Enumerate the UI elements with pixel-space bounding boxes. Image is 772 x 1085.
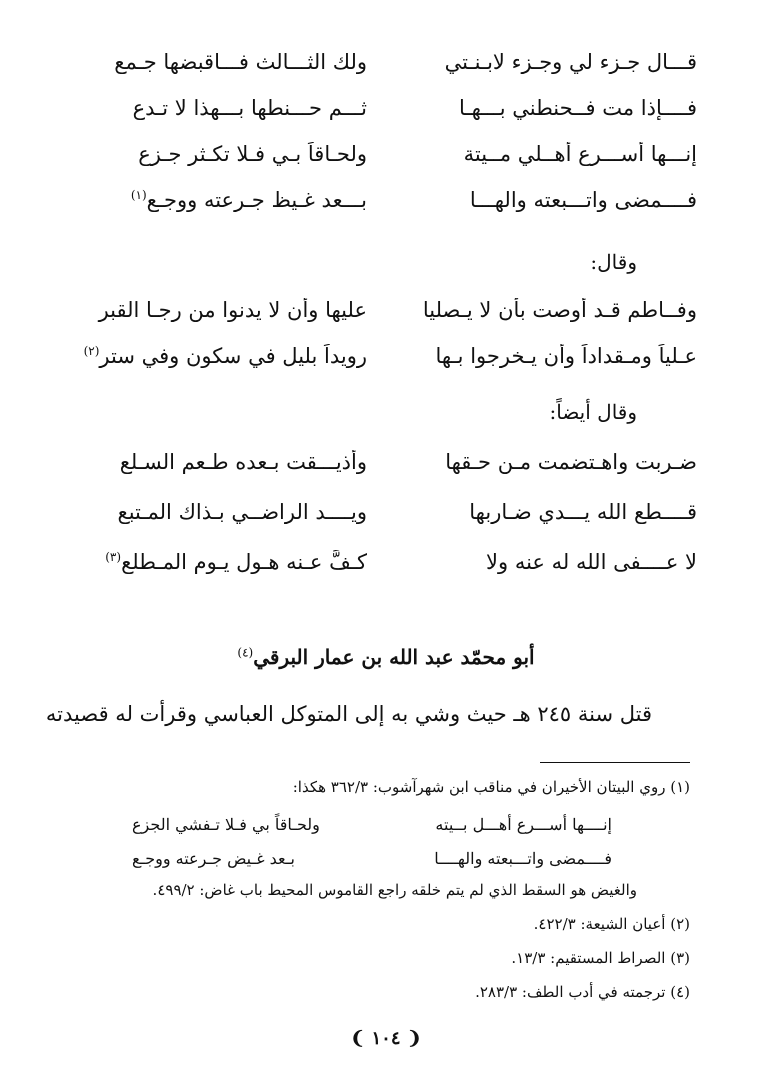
verse-second-hemistich: رويداً بليل في سكون وفي ستر$^{(٢)}$ — [83, 344, 367, 368]
verse-first-hemistich: فــــمضى واتـــبعته والهـــا — [469, 188, 697, 212]
verse-first-hemistich: إنـــها أســـرع أهــلي مــيتة — [463, 142, 697, 166]
verse-first-hemistich: فــــإذا مت فــحنطني بـــهـا — [459, 96, 697, 120]
footnote-verse-line — [132, 849, 612, 868]
verse-line — [77, 50, 697, 96]
footnote-separator — [540, 762, 690, 763]
footnote-ref: (٢) — [83, 344, 100, 358]
verse-line — [77, 96, 697, 142]
verse-line — [77, 550, 697, 600]
footnote-verse-first: فــــمضى واتـــبعته والهــــا — [434, 849, 612, 868]
verse-second-hemistich: بـــعد غـيظ جـرعته ووجـع$^{(١)}$ — [130, 188, 367, 212]
verse-second-hemistich: وأذيـــقت بـعده طـعم السـلع — [119, 450, 367, 474]
footnote-verse-second: ولحـاقاً بي فـلا تـفشي الجزع — [132, 815, 320, 834]
verse-line — [77, 450, 697, 500]
footnote-verse-second: بـعد غـيض جـرعته ووجـع — [132, 849, 295, 868]
verse-second-hemistich: عليها وأن لا يدنوا من رجـا القبر — [98, 298, 367, 322]
body-text: قتل سنة ٢٤٥ هـ حيث وشي به إلى المتوكل العباسي وقرأت له قصيدته — [45, 702, 652, 726]
verse-line — [77, 344, 697, 390]
footnote-1-note: والغيض هو السقط الذي لم يتم خلقه راجع القاموس المحيط باب غاض: ٤٩٩/٢. — [152, 881, 637, 899]
section-heading — [0, 645, 772, 669]
verse-second-hemistich: ويــــد الراضــي بـذاك المـتبع — [117, 500, 367, 524]
footnote-verse-first: إنــــها أســـرع أهـــل بــيته — [435, 815, 612, 834]
verse-first-hemistich: ضـربت واهـتضمت مـن حـقها — [445, 450, 697, 474]
poem-1 — [77, 50, 697, 234]
ornament-right-icon: ❩ — [350, 1028, 366, 1049]
verse-line — [77, 500, 697, 550]
verse-first-hemistich: وفــاطم قـد أوصت بأن لا يـصليا — [422, 298, 697, 322]
poem-2 — [77, 298, 697, 390]
footnote-ref: (١) — [130, 188, 147, 202]
intro-line: وقال: — [590, 250, 637, 274]
verse-line — [77, 298, 697, 344]
footnote-ref: (٣) — [105, 550, 122, 564]
verse-second-hemistich: كـفَّ عـنه هـول يـوم المـطلع$^{(٣)}$ — [105, 550, 367, 574]
intro-line: وقال أيضاً: — [549, 400, 637, 424]
footnote-1: (١) روي البيتان الأخيران في مناقب ابن شهرآشوب: ٣٦٢/٣ هكذا: — [292, 778, 690, 796]
verse-first-hemistich: لا عــــفى الله له عنه ولا — [486, 550, 697, 574]
ornament-left-icon: ❨ — [406, 1028, 422, 1049]
verse-second-hemistich: ثـــم حـــنطها بـــهذا لا تـدع — [132, 96, 367, 120]
poem-3 — [77, 450, 697, 600]
footnote-2: (٢) أعيان الشيعة: ٤٢٢/٣. — [533, 915, 690, 933]
verse-first-hemistich: قــــطع الله يـــدي ضـاربها — [469, 500, 697, 524]
footnote-verse-line — [132, 815, 612, 834]
verse-first-hemistich: عـلياً ومـقداداً وأن يـخرجوا بـها — [435, 344, 697, 368]
page-number: ❨ ١٠٤ ❩ — [350, 1028, 422, 1049]
heading-title: أبو محمّد عبد الله بن عمار البرقي — [253, 645, 535, 669]
verse-line — [77, 188, 697, 234]
verse-line — [77, 142, 697, 188]
footnote-ref: (٤) — [237, 645, 254, 660]
footnote-3: (٣) الصراط المستقيم: ١٣/٣. — [511, 949, 690, 967]
footnote-4: (٤) ترجمته في أدب الطف: ٢٨٣/٣. — [475, 983, 690, 1001]
verse-first-hemistich: قـــال جـزء لي وجـزء لابـنـتي — [444, 50, 697, 74]
verse-second-hemistich: ولك الثـــالث فـــاقبضها جـمع — [114, 50, 367, 74]
verse-second-hemistich: ولحـاقاً بـي فـلا تكـثر جـزع — [138, 142, 367, 166]
